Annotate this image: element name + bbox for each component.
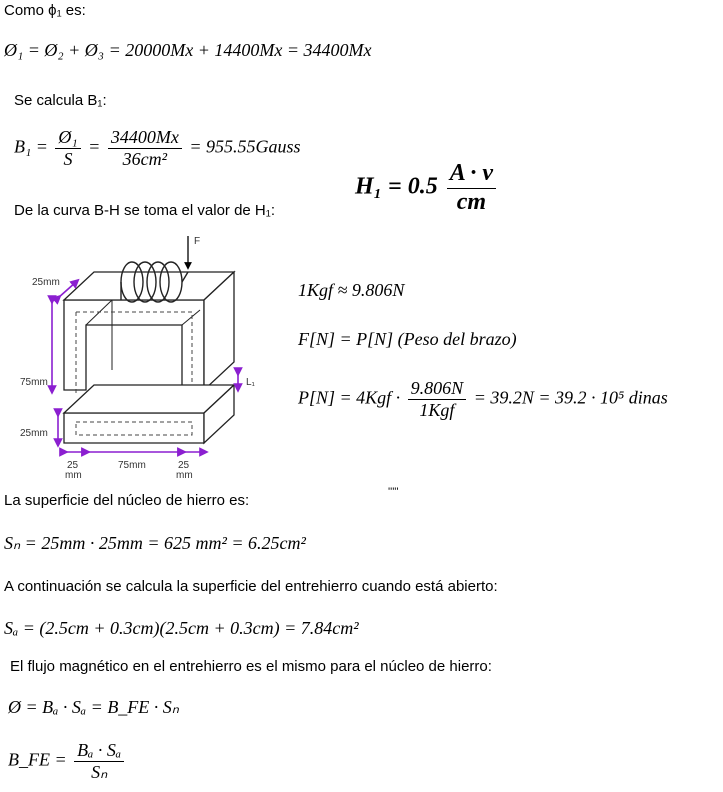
equation-sa: Sₐ = (2.5cm + 0.3cm)(2.5cm + 0.3cm) = 7.84cm² (4, 618, 359, 638)
core-front (64, 300, 204, 390)
p-num: 9.806N (408, 378, 467, 400)
equation-flux: Ø = Bₐ · Sₐ = B_FE · Sₙ (8, 697, 179, 717)
b1-num1: Ø₁ (55, 127, 80, 149)
dim-left-bot-label: 25mm (20, 428, 48, 439)
h1-den: cm (456, 188, 487, 215)
armature-front (64, 413, 204, 443)
text-como-phi: Como ϕ₁ es: (4, 2, 86, 19)
equation-f-eq-p: F[N] = P[N] (Peso del brazo) (298, 329, 517, 349)
dim-bottom-left-label-1: 25 (67, 460, 79, 471)
p-lhs: P[N] = 4Kgf · (298, 387, 401, 408)
bfe-lhs: B_FE = (8, 749, 67, 770)
text-se-calcula-b1: Se calcula B₁: (14, 92, 107, 109)
bfe-num: Bₐ · Sₐ (74, 740, 124, 762)
text-flujo: El flujo magnético en el entrehierro es el mismo para el núcleo de hierro: (10, 658, 492, 675)
b1-den1: S (63, 148, 73, 169)
equation-bfe (8, 740, 127, 782)
dim-top-label: 25mm (32, 277, 60, 288)
dim-bottom-left-label-2: mm (65, 470, 82, 481)
text-de-la-curva: De la curva B-H se toma el valor de H₁: (14, 202, 275, 219)
text-a-continuacion: A continuación se calcula la superficie del entrehierro cuando está abierto: (4, 578, 498, 595)
h1-lhs: H₁ = 0.5 (355, 173, 438, 200)
dim-bottom-right-label-1: 25 (178, 460, 190, 471)
dim-left-mid-label: 75mm (20, 377, 48, 388)
b1-result: = 955.55Gauss (189, 136, 301, 157)
b1-num2: 34400Mx (108, 127, 182, 149)
b1-eq: = (88, 136, 101, 157)
text-superficie-nucleo: La superficie del núcleo de hierro es: (4, 492, 250, 509)
equation-flux-sum: Ø₁ = Ø₂ + Ø₃ = 20000Mx + 14400Mx = 34400Mx (4, 40, 372, 60)
dim-gap-label: L₁ (246, 377, 255, 388)
h1-num: A · v (447, 160, 496, 189)
text-marks: ''''' (388, 486, 399, 498)
bfe-fraction (74, 740, 124, 782)
dim-bottom-mid-label: 75mm (118, 460, 146, 471)
equation-sn: Sₙ = 25mm · 25mm = 625 mm² = 6.25cm² (4, 533, 306, 553)
p-result: = 39.2N = 39.2 · 10⁵ dinas (473, 387, 668, 408)
equation-kgf: 1Kgf ≈ 9.806N (298, 280, 405, 300)
p-den: 1Kgf (419, 399, 455, 420)
b1-den2: 36cm² (122, 148, 168, 169)
dim-bottom-right-label-2: mm (176, 470, 193, 481)
b1-lhs: B₁ = (14, 136, 48, 157)
force-label: F (194, 236, 201, 247)
bfe-den: Sₙ (91, 761, 108, 782)
